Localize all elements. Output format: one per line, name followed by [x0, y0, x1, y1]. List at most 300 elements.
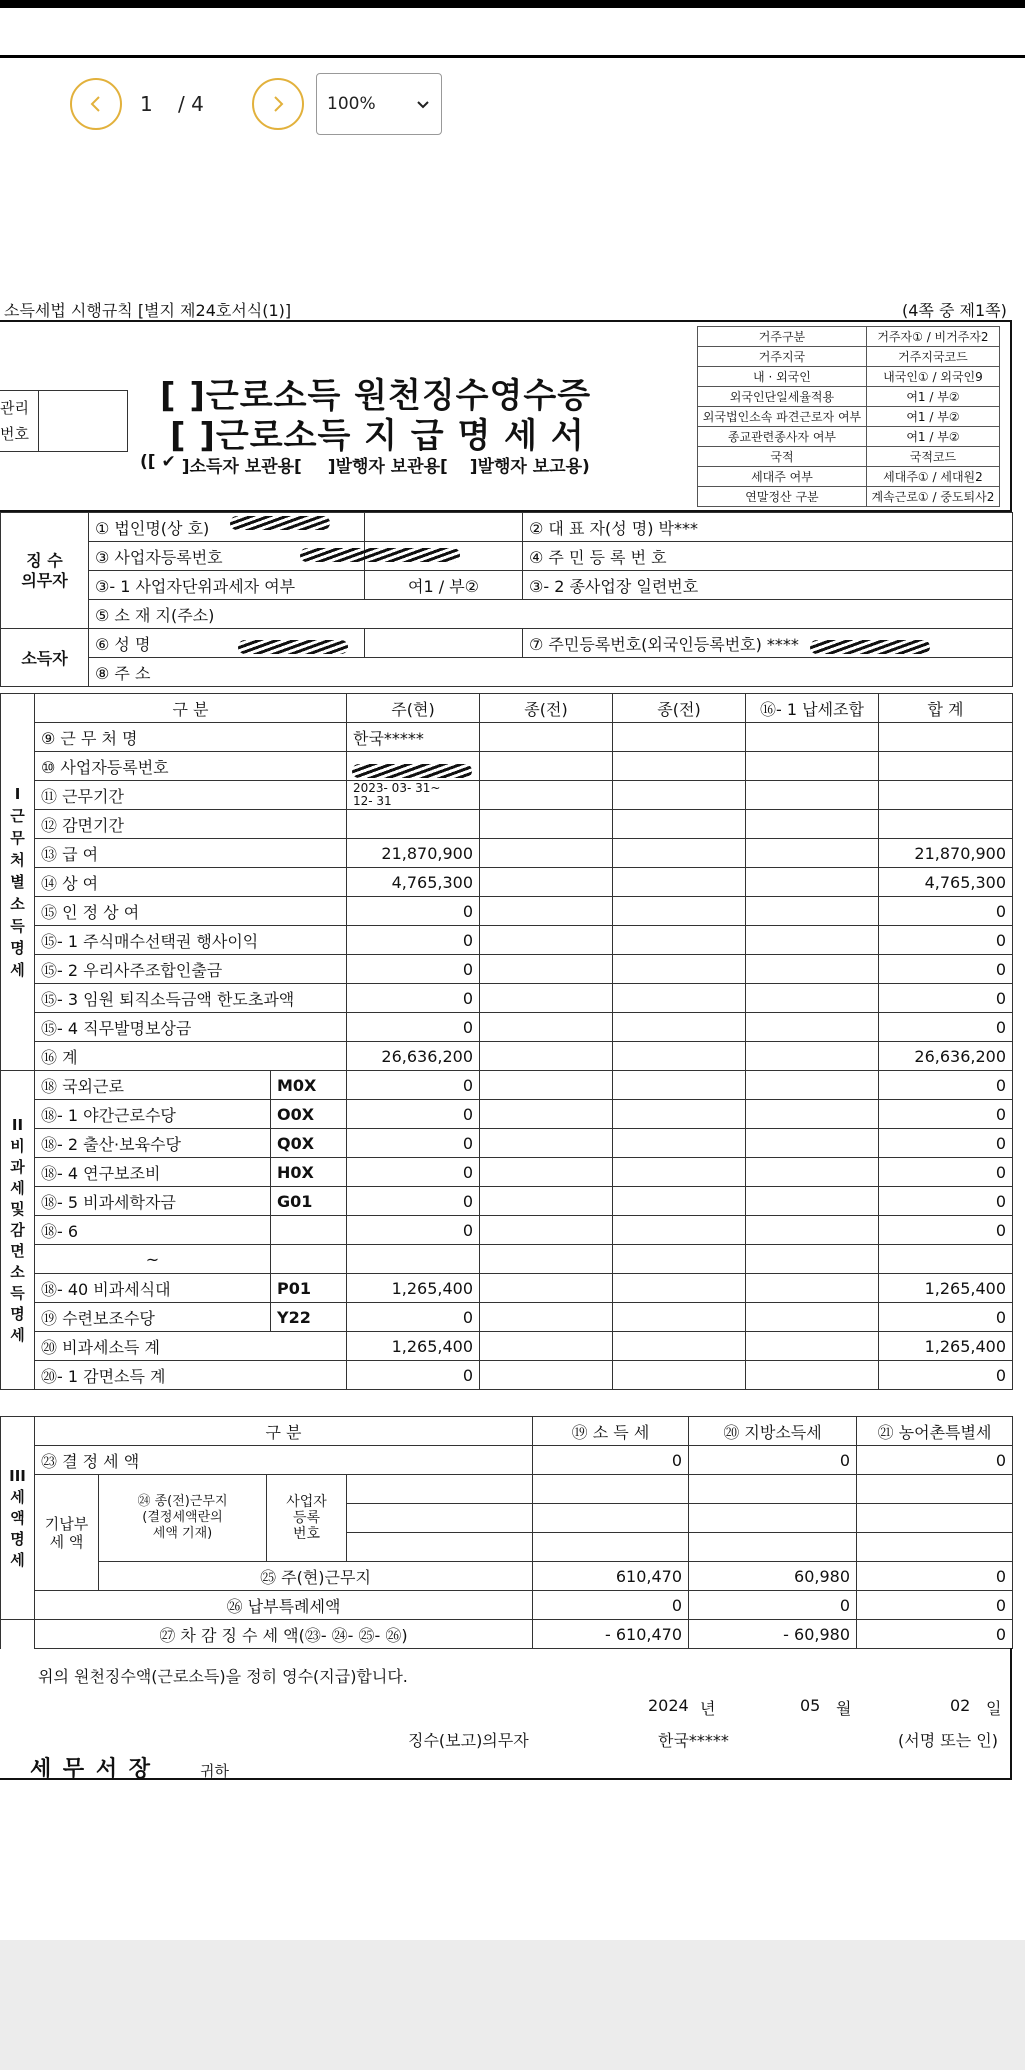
total-value [879, 810, 1013, 839]
code-value [271, 1245, 347, 1274]
year: 2024 [648, 1696, 689, 1715]
tax-value: 0 [857, 1446, 1013, 1475]
top-status-bar [0, 0, 1025, 8]
residency-value: 여1 / 부② [866, 407, 999, 427]
cell [613, 1216, 746, 1245]
table-row [1, 600, 1013, 629]
cell [746, 781, 879, 810]
residency-value: 여1 / 부② [866, 387, 999, 407]
payer-label: 징 수 의무자 [1, 513, 89, 629]
cell [480, 984, 613, 1013]
current-value: 0 [347, 1071, 480, 1100]
resident-no-label: ④ 주 민 등 록 번 호 [523, 542, 1013, 571]
cell [480, 1129, 613, 1158]
zoom-value: 100% [327, 94, 376, 114]
total-value: 0 [879, 1129, 1013, 1158]
cell [746, 1187, 879, 1216]
cell [746, 1303, 879, 1332]
sign-label: (서명 또는 인) [898, 1731, 998, 1750]
form-footer: 위의 원천징수액(근로소득)을 정히 영수(지급)합니다. 2024 년 05 월 02 일 징수(보고)의무자 한국***** (서명 또는 인) 세 무 서 장 귀하 [0, 1648, 1012, 1780]
total-value: 1,265,400 [879, 1274, 1013, 1303]
row-label: ㉕ 주(현)근무지 [99, 1562, 533, 1591]
table-row [1, 955, 1013, 984]
table-row [1, 810, 1013, 839]
residency-value: 거주자① / 비거주자2 [866, 327, 999, 347]
table-row [1, 1361, 1013, 1390]
cell [746, 926, 879, 955]
total-value [879, 752, 1013, 781]
total-value: 0 [879, 1013, 1013, 1042]
residency-value: 세대주① / 세대원2 [866, 467, 999, 487]
total-value: 0 [879, 1187, 1013, 1216]
code-value: M0X [271, 1071, 347, 1100]
code-value: Q0X [271, 1129, 347, 1158]
representative: ② 대 표 자(성 명) 박*** [523, 513, 1013, 542]
viewer-background [0, 1940, 1025, 2070]
address-label: ⑤ 소 재 지(주소) [89, 600, 1013, 629]
row-label: ⑮- 4 직무발명보상금 [35, 1013, 347, 1042]
current-value: 0 [347, 955, 480, 984]
total-value [879, 723, 1013, 752]
residency-table [697, 326, 1000, 507]
earner-name-label: ⑥ 성 명 [89, 629, 365, 658]
table-row [1, 897, 1013, 926]
total-value: 1,265,400 [879, 1332, 1013, 1361]
tax-value: 0 [533, 1591, 689, 1620]
earner-label: 소득자 [1, 629, 89, 687]
manage-label: 관리 번호 [0, 399, 29, 443]
statement: 위의 원천징수액(근로소득)을 정히 영수(지급)합니다. [38, 1667, 408, 1686]
table-row [1, 868, 1013, 897]
cell [746, 1361, 879, 1390]
current-value: 0 [347, 1303, 480, 1332]
page-info: (4쪽 중 제1쪽) [902, 301, 1007, 320]
residency-row [698, 387, 1000, 407]
cell [613, 1274, 746, 1303]
row-label: ⑱ 국외근로 [35, 1071, 271, 1100]
current-value: 0 [347, 984, 480, 1013]
residency-row [698, 487, 1000, 507]
cell [613, 810, 746, 839]
col-header: ⑳ 지방소득세 [689, 1417, 857, 1446]
residency-row [698, 467, 1000, 487]
current-value: 한국***** [347, 723, 480, 752]
row-label: ⑨ 근 무 처 명 [35, 723, 347, 752]
current-value: 0 [347, 1013, 480, 1042]
total-value [879, 1245, 1013, 1274]
cell [480, 752, 613, 781]
residency-row [698, 367, 1000, 387]
residency-value: 내국인① / 외국인9 [866, 367, 999, 387]
cell [613, 1158, 746, 1187]
cell [613, 752, 746, 781]
row-label: ㉓ 결 정 세 액 [35, 1446, 533, 1475]
table-row [1, 513, 1013, 542]
total-value: 0 [879, 1361, 1013, 1390]
current-value: 2023- 03- 31~ 12- 31 [347, 781, 480, 810]
cell [857, 1475, 1013, 1504]
current-value: 0 [347, 1158, 480, 1187]
row-label: ⑱- 4 연구보조비 [35, 1158, 271, 1187]
total-value: 0 [879, 926, 1013, 955]
residency-label: 세대주 여부 [698, 467, 867, 487]
cell [613, 926, 746, 955]
total-value: 0 [879, 1071, 1013, 1100]
viewer-toolbar [0, 58, 1025, 158]
cell [533, 1504, 689, 1533]
row-label: ⑮- 3 임원 퇴직소득금액 한도초과액 [35, 984, 347, 1013]
form-header [0, 320, 1012, 512]
residency-value: 계속근로① / 중도퇴사2 [866, 487, 999, 507]
tax-value: 0 [689, 1591, 857, 1620]
section3-label: III 세 액 명 세 [1, 1417, 35, 1620]
page-total: / 4 [178, 92, 204, 116]
title-statement: [ ]근로소득 지 급 명 세 서 [170, 416, 585, 456]
row-label: ⑱- 2 출산·보육수당 [35, 1129, 271, 1158]
tax-value: 610,470 [533, 1562, 689, 1591]
cell [613, 1013, 746, 1042]
cell [746, 723, 879, 752]
cell [480, 955, 613, 984]
cell [347, 1475, 533, 1504]
cell [613, 1071, 746, 1100]
cell [613, 1245, 746, 1274]
cell [857, 1504, 1013, 1533]
cell [746, 810, 879, 839]
redaction-scribble [238, 640, 348, 654]
form-rule: 소득세법 시행규칙 [별지 제24호서식(1)] [4, 301, 292, 320]
cell [480, 926, 613, 955]
row-label: ⑭ 상 여 [35, 868, 347, 897]
row-label: ⑱- 40 비과세식대 [35, 1274, 271, 1303]
current-value [347, 810, 480, 839]
cell [1, 1620, 35, 1649]
code-value: G01 [271, 1187, 347, 1216]
total-value: 0 [879, 955, 1013, 984]
prev-page-button[interactable] [70, 78, 122, 130]
cell [480, 1100, 613, 1129]
total-value: 26,636,200 [879, 1042, 1013, 1071]
unit-tax-value: 여1 / 부② [365, 571, 523, 600]
cell [746, 1071, 879, 1100]
cell [480, 1158, 613, 1187]
col-header: 구 분 [35, 1417, 533, 1446]
manage-box [0, 390, 128, 452]
cell [480, 810, 613, 839]
table-row [1, 984, 1013, 1013]
table-row [1, 839, 1013, 868]
cell [613, 955, 746, 984]
cell [480, 1361, 613, 1390]
next-page-button[interactable] [252, 78, 304, 130]
table-row [1, 781, 1013, 810]
earner-id: ⑦ 주민등록번호(외국인등록번호) **** [523, 629, 1013, 658]
table-row [1, 542, 1013, 571]
residency-label: 외국법인소속 파견근로자 여부 [698, 407, 867, 427]
col-header: 종(전) [480, 694, 613, 723]
total-value: 21,870,900 [879, 839, 1013, 868]
current-value: 0 [347, 926, 480, 955]
table-row [1, 926, 1013, 955]
cell [347, 1533, 533, 1562]
table-row [1, 1042, 1013, 1071]
payer-name: 한국***** [658, 1731, 729, 1750]
residency-label: 국적 [698, 447, 867, 467]
col-header: ⑯- 1 납세조합 [746, 694, 879, 723]
cell [613, 1303, 746, 1332]
day: 02 [950, 1696, 971, 1715]
row-label: ⑱- 5 비과세학자금 [35, 1187, 271, 1216]
earner-address-label: ⑧ 주 소 [89, 658, 1013, 687]
row-label: ㉖ 납부특례세액 [35, 1591, 533, 1620]
copy-type-line: ([ ✔ ]소득자 보관용[ ]발행자 보관용[ ]발행자 보고용) [140, 452, 590, 477]
redaction-scribble [300, 548, 460, 562]
table-row [1, 752, 1013, 781]
biz-no-label: 사업자 등록 번호 [267, 1475, 347, 1562]
row-label: ~ [35, 1245, 271, 1274]
cell [746, 1100, 879, 1129]
row-label: ⑲ 수련보조수당 [35, 1303, 271, 1332]
sub-biz-label: ③- 2 종사업장 일련번호 [523, 571, 1013, 600]
residency-label: 외국인단일세율적용 [698, 387, 867, 407]
prev-workplace-label: ㉔ 종(전)근무지 (결정세액란의 세액 기재) [99, 1475, 267, 1562]
col-header: ㉑ 농어촌특별세 [857, 1417, 1013, 1446]
cell [480, 839, 613, 868]
table-row [1, 1187, 1013, 1216]
cell [480, 1071, 613, 1100]
total-value [879, 781, 1013, 810]
current-value: 0 [347, 1100, 480, 1129]
table-row [1, 1446, 1013, 1475]
total-value: 0 [879, 1100, 1013, 1129]
total-value: 0 [879, 1303, 1013, 1332]
chevron-down-icon [415, 96, 431, 112]
current-value: 0 [347, 1216, 480, 1245]
cell [746, 1158, 879, 1187]
corp-name-label: ① 법인명(상 호) [89, 513, 365, 542]
section1-label: I 근 무 처 별 소 득 명 세 [1, 694, 35, 1071]
code-value: P01 [271, 1274, 347, 1303]
code-value: O0X [271, 1100, 347, 1129]
cell [533, 1475, 689, 1504]
income-grid [0, 693, 1013, 1390]
tax-value: 0 [857, 1591, 1013, 1620]
cell [480, 723, 613, 752]
residency-label: 거주구분 [698, 327, 867, 347]
cell [613, 839, 746, 868]
table-row [1, 1274, 1013, 1303]
cell [689, 1504, 857, 1533]
cell [689, 1533, 857, 1562]
table-row [1, 1100, 1013, 1129]
cell [613, 1361, 746, 1390]
row-label: ⑳- 1 감면소득 계 [35, 1361, 347, 1390]
cell [613, 781, 746, 810]
tax-value: 0 [857, 1620, 1013, 1649]
table-row [1, 1071, 1013, 1100]
current-value: 1,265,400 [347, 1332, 480, 1361]
cell [480, 1042, 613, 1071]
cell [746, 839, 879, 868]
residency-row [698, 427, 1000, 447]
payer-label: 징수(보고)의무자 [408, 1731, 529, 1750]
total-value: 0 [879, 897, 1013, 926]
cell [746, 868, 879, 897]
row-label: ⑮- 2 우리사주조합인출금 [35, 955, 347, 984]
tax-value: 0 [533, 1446, 689, 1475]
cell [613, 723, 746, 752]
cell [746, 752, 879, 781]
cell [746, 955, 879, 984]
col-header: 합 계 [879, 694, 1013, 723]
residency-row [698, 447, 1000, 467]
month: 05 [800, 1696, 821, 1715]
cell [480, 868, 613, 897]
row-label: ㉗ 차 감 징 수 세 액(㉓- ㉔- ㉕- ㉖) [35, 1620, 533, 1649]
residency-label: 연말정산 구분 [698, 487, 867, 507]
cell [613, 1100, 746, 1129]
row-label: ⑫ 감면기간 [35, 810, 347, 839]
table-row [1, 658, 1013, 687]
col-header: ⑲ 소 득 세 [533, 1417, 689, 1446]
cell [746, 1332, 879, 1361]
row-label: ⑱- 1 야간근로수당 [35, 1100, 271, 1129]
cell [480, 1187, 613, 1216]
total-value: 0 [879, 1216, 1013, 1245]
tax-grid [0, 1416, 1013, 1649]
cell [365, 513, 523, 542]
cell [480, 1303, 613, 1332]
table-row [1, 1158, 1013, 1187]
table-row [1, 1591, 1013, 1620]
total-value: 0 [879, 984, 1013, 1013]
cell [689, 1475, 857, 1504]
current-value: 1,265,400 [347, 1274, 480, 1303]
current-value: 0 [347, 897, 480, 926]
zoom-select[interactable] [316, 73, 442, 135]
cell [613, 1332, 746, 1361]
table-row [1, 1129, 1013, 1158]
party-table [0, 512, 1013, 687]
cell [613, 1187, 746, 1216]
cell [746, 1013, 879, 1042]
current-value: 26,636,200 [347, 1042, 480, 1071]
tax-value: 60,980 [689, 1562, 857, 1591]
residency-row [698, 327, 1000, 347]
total-value: 4,765,300 [879, 868, 1013, 897]
table-row [1, 723, 1013, 752]
col-header: 주(현) [347, 694, 480, 723]
cell [480, 781, 613, 810]
table-row [1, 1245, 1013, 1274]
col-header: 종(전) [613, 694, 746, 723]
residency-label: 거주지국 [698, 347, 867, 367]
cell [746, 1274, 879, 1303]
table-row [1, 1216, 1013, 1245]
cell [613, 1129, 746, 1158]
current-value: 0 [347, 1361, 480, 1390]
cell [480, 1274, 613, 1303]
col-header: 구 분 [35, 694, 347, 723]
cell [746, 984, 879, 1013]
cell [746, 1216, 879, 1245]
total-value: 0 [879, 1158, 1013, 1187]
row-label: ⑩ 사업자등록번호 [35, 752, 347, 781]
cell [746, 897, 879, 926]
code-value [271, 1216, 347, 1245]
row-label: ⑬ 급 여 [35, 839, 347, 868]
table-row [1, 1417, 1013, 1446]
cell [613, 1042, 746, 1071]
cell [746, 1245, 879, 1274]
row-label: ⑮ 인 정 상 여 [35, 897, 347, 926]
tax-value: 0 [857, 1562, 1013, 1591]
cell [480, 1332, 613, 1361]
cell [480, 1245, 613, 1274]
redaction-scribble [352, 764, 472, 778]
current-value: 21,870,900 [347, 839, 480, 868]
cell [533, 1533, 689, 1562]
table-row [1, 1620, 1013, 1649]
cell [480, 897, 613, 926]
redaction-scribble [810, 640, 930, 654]
residency-label: 종교관련종사자 여부 [698, 427, 867, 447]
title-receipt: [ ]근로소득 원천징수영수증 [160, 376, 592, 416]
section2-label: II 비 과 세 및 감 면 소 득 명 세 [1, 1071, 35, 1390]
code-value: H0X [271, 1158, 347, 1187]
table-row [1, 571, 1013, 600]
cell [613, 868, 746, 897]
cell [365, 629, 523, 658]
tax-value: 0 [689, 1446, 857, 1475]
row-label: ⑮- 1 주식매수선택권 행사이익 [35, 926, 347, 955]
table-row [1, 1475, 1013, 1504]
redaction-scribble [230, 516, 330, 530]
cell [857, 1533, 1013, 1562]
residency-row [698, 407, 1000, 427]
page-current: 1 [140, 92, 153, 116]
table-row [1, 1303, 1013, 1332]
cell [480, 1013, 613, 1042]
cell [613, 984, 746, 1013]
table-row [1, 1013, 1013, 1042]
unit-tax-label: ③- 1 사업자단위과세자 여부 [89, 571, 365, 600]
cell [347, 1504, 533, 1533]
chevron-right-icon [268, 94, 288, 114]
tax-value: - 60,980 [689, 1620, 857, 1649]
current-value [347, 1245, 480, 1274]
row-label: ⑱- 6 [35, 1216, 271, 1245]
residency-value: 국적코드 [866, 447, 999, 467]
cell [746, 1129, 879, 1158]
tax-office: 세 무 서 장 [30, 1757, 152, 1782]
chevron-left-icon [86, 94, 106, 114]
row-label: ⑳ 비과세소득 계 [35, 1332, 347, 1361]
residency-value: 여1 / 부② [866, 427, 999, 447]
table-row [1, 1562, 1013, 1591]
code-value: Y22 [271, 1303, 347, 1332]
table-row [1, 1332, 1013, 1361]
row-label: ⑯ 계 [35, 1042, 347, 1071]
cell [480, 1216, 613, 1245]
current-value: 0 [347, 1187, 480, 1216]
current-value: 0 [347, 1129, 480, 1158]
residency-row [698, 347, 1000, 367]
header-row [1, 694, 1013, 723]
cell [613, 897, 746, 926]
tax-value: - 610,470 [533, 1620, 689, 1649]
prepaid-label: 기납부 세 액 [35, 1475, 99, 1591]
